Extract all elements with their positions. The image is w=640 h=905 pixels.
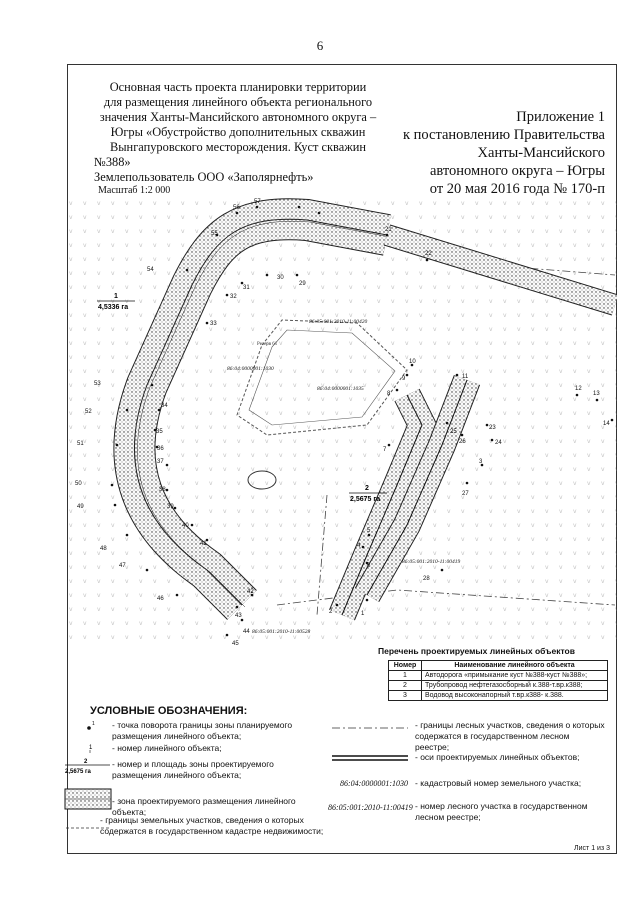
turn-point-label: 55 (211, 231, 218, 237)
turn-point-label: 37 (157, 459, 164, 465)
turn-point-label: 14 (603, 421, 610, 427)
turn-point-label: 34 (161, 403, 168, 409)
project-title-block (88, 80, 388, 185)
turn-point-label: 39 (167, 504, 174, 510)
table-row (389, 671, 608, 681)
appendix-line: Приложение 1 (516, 109, 605, 125)
cadastral-label: 86:04:0000001:1035 (317, 386, 364, 392)
axis-line-symbol (330, 752, 410, 764)
table-cell-number: 1 (389, 671, 422, 681)
turn-point-label: 44 (243, 629, 250, 635)
turn-point-label: 29 (299, 281, 306, 287)
table-row (389, 691, 608, 701)
legend-cadastral-sample: 86:04:0000001:1030 (340, 779, 408, 788)
appendix-line: к постановлению Правительства (403, 127, 605, 143)
turn-point-label: 38 (159, 487, 166, 493)
turn-point-label: 8 (387, 391, 391, 397)
zone-area: 2,5675 га (350, 496, 381, 503)
forest-boundary-symbol (330, 722, 410, 734)
turn-point-label: 40 (182, 523, 189, 529)
turn-point-label: 25 (450, 429, 457, 435)
project-title-line: для размещения линейного объекта регионального (103, 95, 373, 109)
turn-point-label: 30 (277, 275, 284, 281)
legend-item: - кадастровый номер земельного участка; (415, 778, 582, 788)
legend-item: - зона проектируемого размещения линейного объекта; (112, 796, 296, 817)
turn-point-label: 36 (157, 446, 164, 452)
appendix-line: Ханты-Мансийского (477, 145, 605, 161)
turn-point-label: 23 (489, 425, 496, 431)
svg-text:1: 1 (89, 745, 93, 751)
object-number-symbol (75, 742, 115, 754)
turn-point-label: 12 (575, 386, 582, 392)
turn-point-label: 26 (459, 439, 466, 445)
forest-parcel-label: 86:05:001:2010-11:00528 (252, 629, 311, 635)
project-title-line: значения Ханты-Мансийского автономного округа – (99, 110, 377, 124)
zone-fill-symbol (64, 788, 112, 810)
page-number: 6 (316, 38, 324, 53)
legend-item: - границы лесных участков, сведения о которых содержатся в государственном лесном реестре; (415, 720, 605, 752)
legend-item: - границы земельных участков, сведения о которых содержатся в государственном кадастре недвижимости; (100, 815, 324, 836)
turn-point-symbol (75, 720, 115, 732)
table-row (389, 681, 608, 691)
zone-number: 1 (114, 293, 118, 300)
table-cell-number: 3 (389, 691, 422, 701)
legend-item: - точка поворота границы зоны планируемого размещения линейного объекта; (112, 720, 293, 741)
table-cell-number: 2 (389, 681, 422, 691)
legend-zone-number: 2 (84, 759, 88, 765)
turn-point-label: 4 (357, 543, 361, 549)
turn-point-label: 10 (409, 359, 416, 365)
turn-point-label: 27 (462, 491, 469, 497)
zone-number: 2 (365, 485, 369, 492)
turn-point-label: 57 (254, 199, 261, 205)
turn-point-label: 51 (77, 441, 84, 447)
turn-point-label: 3 (479, 459, 483, 465)
turn-point-label: 2 (329, 609, 333, 615)
legend-item: - номер линейного объекта; (112, 743, 222, 753)
project-title-line: Вынгапуровского месторождения. Куст скважин (109, 140, 367, 154)
appendix-block (400, 108, 605, 198)
turn-point-label: 46 (157, 596, 164, 602)
turn-point-label: 21 (385, 227, 392, 233)
turn-point-label: 35 (156, 429, 163, 435)
turn-point-label: 43 (235, 613, 242, 619)
turn-point-label: 9 (402, 376, 406, 382)
legend-zone-area: 2,5675 га (65, 769, 91, 775)
sheet-info: Лист 1 из 3 (574, 845, 610, 852)
turn-point-label: 54 (147, 267, 154, 273)
turn-point-label: 56 (233, 205, 240, 211)
turn-point-label: 5 (367, 528, 371, 534)
land-user: Землепользователь ООО «Заполярнефть» (94, 170, 314, 184)
cadastral-label: 86:04:0000001:1030 (227, 366, 274, 372)
appendix-line: автономного округа – Югры (429, 163, 605, 179)
turn-point-label: 24 (495, 440, 502, 446)
turn-point-label: 28 (423, 576, 430, 582)
objects-table (388, 660, 608, 701)
turn-point-label: 6 (367, 563, 371, 569)
project-title-line: Основная часть проекта планировки территории (109, 80, 367, 94)
table-cell-name: Водовод высоконапорный т.вр.к388- к.388. (422, 691, 608, 701)
scale-label: Масштаб 1:2 000 (98, 185, 171, 196)
project-title-line: №388» (94, 155, 131, 169)
turn-point-label: 22 (425, 251, 432, 257)
table-cell-name: Автодорога «примыкание куст №388-куст №388»; (422, 671, 608, 681)
turn-point-label: 31 (243, 285, 250, 291)
table-cell-name: Трубопровод нефтегазосборный к.388-т.вр.к388; (422, 681, 608, 691)
zone-area: 4,5336 га (98, 304, 129, 311)
turn-point-label: 1 (361, 611, 365, 617)
turn-point-label: 49 (77, 504, 84, 510)
legend-forest-sample: 86:05:001:2010-11:00419 (328, 803, 413, 812)
legend-title: УСЛОВНЫЕ ОБОЗНАЧЕНИЯ: (90, 705, 248, 717)
turn-point-label: 53 (94, 381, 101, 387)
project-title-line: Югры «Обустройство дополнительных скважин (110, 125, 366, 139)
table-header-name: Наименование линейного объекта (422, 661, 608, 671)
forest-parcel-label: 86:05:001:2010-11:00420 (309, 319, 368, 325)
turn-point-label: 11 (462, 374, 469, 380)
turn-point-label: 48 (100, 546, 107, 552)
turn-point-label: 45 (232, 641, 239, 645)
turn-point-label: 52 (85, 409, 92, 415)
well-pad-label: Резерв 61 (257, 342, 278, 347)
turn-point-label: 41 (200, 541, 207, 547)
objects-table-title: Перечень проектируемых линейных объектов (378, 646, 575, 656)
turn-point-label: 42 (247, 589, 254, 595)
svg-text:1: 1 (92, 721, 95, 727)
turn-point-label: 13 (593, 391, 600, 397)
legend-item: - номер и площадь зоны проектируемого размещения линейного объекта; (112, 759, 274, 780)
legend-item: - номер лесного участка в государственном лесном реестре; (415, 801, 588, 822)
table-header-number: Номер (389, 661, 422, 671)
turn-point-label: 32 (230, 294, 237, 300)
turn-point-label: 33 (210, 321, 217, 327)
zone-area-symbol (62, 755, 114, 779)
turn-point-label: 7 (383, 447, 387, 453)
turn-point-label: 47 (119, 563, 126, 569)
appendix-line: от 20 мая 2016 года № 170-п (429, 181, 605, 197)
legend-item: - оси проектируемых линейных объектов; (415, 752, 580, 762)
forest-parcel-label: 86:05:001:2010-11:00419 (402, 559, 461, 565)
site-plan-map (67, 195, 617, 645)
turn-point-label: 50 (75, 481, 82, 487)
